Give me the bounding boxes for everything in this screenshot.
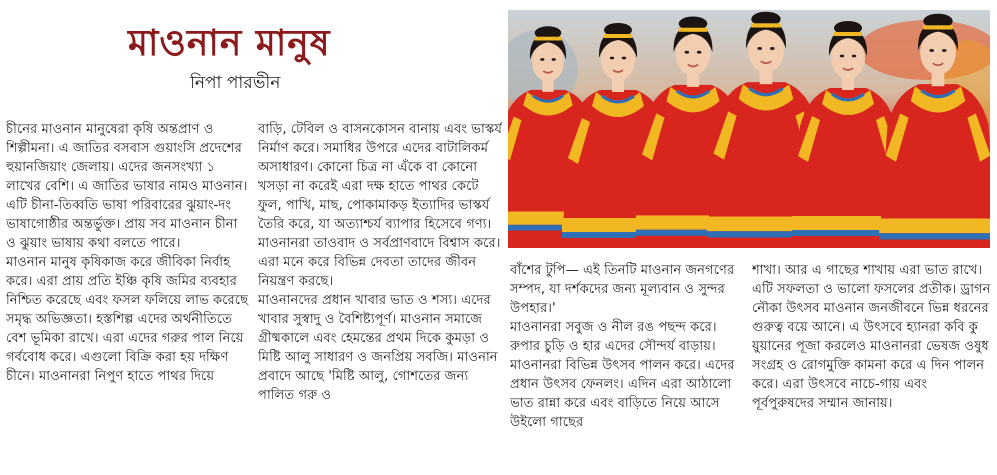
- article-photo: [508, 10, 990, 248]
- article-column-3: [510, 261, 742, 472]
- paragraph: মাওনানরা সবুজ ও নীল রঙ পছন্দ করে। রুপার চুড়ি ও হার এদের সৌন্দর্য বাড়ায়।: [510, 320, 717, 354]
- paragraph: বাড়ি, টেবিল ও বাসনকোসন বানায় এবং ভাস্কর্য নির্মাণ করে। সমাধির উপরে এদের বাটালিকর্ম অসাধারণ। কোনো চিত্র না এঁকে বা কোনো খসড়া না করেই এরা দক্ষ হাতে পাথর কেটে ফুল, পাখি, মাছ, পোকামাকড় ইত্যাদির ভাস্কর্য তৈরি করে, যা অত্যাশ্চর্য ব্যাপার হিসেবে গণ্য।: [258, 122, 502, 232]
- paragraph: শাখা। আর এ গাছের শাখায় এরা ভাত রাখে। এটি সফলতা ও ভালো ফসলের প্রতীক। ড্রাগন নৌকা উৎসব মাওনান জনজীবনে ভিন্ন ধরনের গুরুত্ব বয়ে আনে। এ উৎসবে হ্যানরা কবি কু য়ুয়ানের পূজা করলেও মাওনানরা ভেষজ ওষুধ সংগ্রহ ও রোগমুক্তি কামনা করে এ দিন পালন করে। এরা উৎসবে নাচে-গায় এবং পূর্বপুরুষদের সম্মান জানায়।: [752, 263, 991, 411]
- paragraph: মাওনানরা বিভিন্ন উৎসব পালন করে। এদের প্রধান উৎসব ফেনলং। এদিন এরা আঠালো ভাত রান্না করে এবং বাড়িতে নিয়ে আসে উইলো গাছের: [510, 358, 735, 430]
- article-column-1: [6, 120, 250, 472]
- article-byline: নিপা পারভীন: [190, 73, 281, 93]
- paragraph: মাওনানরা তাওবাদ ও সর্বপ্রাণবাদে বিশ্বাস করে। এরা মনে করে বিভিন্ন দেবতা তাদের জীবন নিয়ন্ত্রণ করছে।: [258, 236, 501, 289]
- paragraph: বাঁশের টুপি— এই তিনটি মাওনান জনগণের সম্পদ, যা দর্শকদের জন্য মূল্যবান ও সুন্দর উপহার।': [510, 263, 735, 316]
- article-title: মাওনান মানুষ: [128, 22, 331, 64]
- paragraph: চীনের মাওনান মানুষেরা কৃষি অন্তপ্রাণ ও শিল্পীমনা। এ জাতির বসবাস গুয়াংসি প্রদেশের হুয়ানজিয়াং জেলায়। এদের জনসংখ্যা ১ লাখের বেশি। এ জাতির ভাষার নামও মাওনান। এটি চীনা-তিব্বতি ভাষা পরিবারের ঝুয়াং-দং ভাষাগোষ্ঠীর অন্তর্ভুক্ত। প্রায় সব মাওনান চীনা ও ঝুয়াং ভাষায় কথা বলতে পারে।: [6, 122, 248, 251]
- article-column-2: [258, 120, 502, 472]
- paragraph: মাওনানদের প্রধান খাবার ভাত ও শস্য। এদের খাবার সুস্বাদু ও বৈশিষ্ট্যপূর্ণ। মাওনান সমাজে গ্রীষ্মকালে এবং হেমন্তের প্রথম দিকে কুমড়া ও মিষ্টি আলু সাধারণ ও জনপ্রিয় সবজি। মাওনান প্রবাদে আছে 'মিষ্টি আলু, গোশতের জন্য পালিত গরু ও: [258, 293, 498, 403]
- article-column-4: [752, 261, 992, 472]
- photo-illustration: [508, 10, 990, 248]
- paragraph: মাওনান মানুষ কৃষিকাজ করে জীবিকা নির্বাহ করে। এরা প্রায় প্রতি ইঞ্চি কৃষি জমির ব্যবহার নিশ্চিত করেছে এবং ফসল ফলিয়ে লাভ করেছে সমৃদ্ধ অভিজ্ঞতা। হস্তশিল্প এদের অর্থনীতিতে বেশ ভূমিকা রাখে। এরা এদের গরুর পাল নিয়ে গর্ববোধ করে। এগুলো বিক্রি করা হয় দক্ষিণ চীনে। মাওনানরা নিপুণ হাতে পাথর দিয়ে: [6, 255, 249, 384]
